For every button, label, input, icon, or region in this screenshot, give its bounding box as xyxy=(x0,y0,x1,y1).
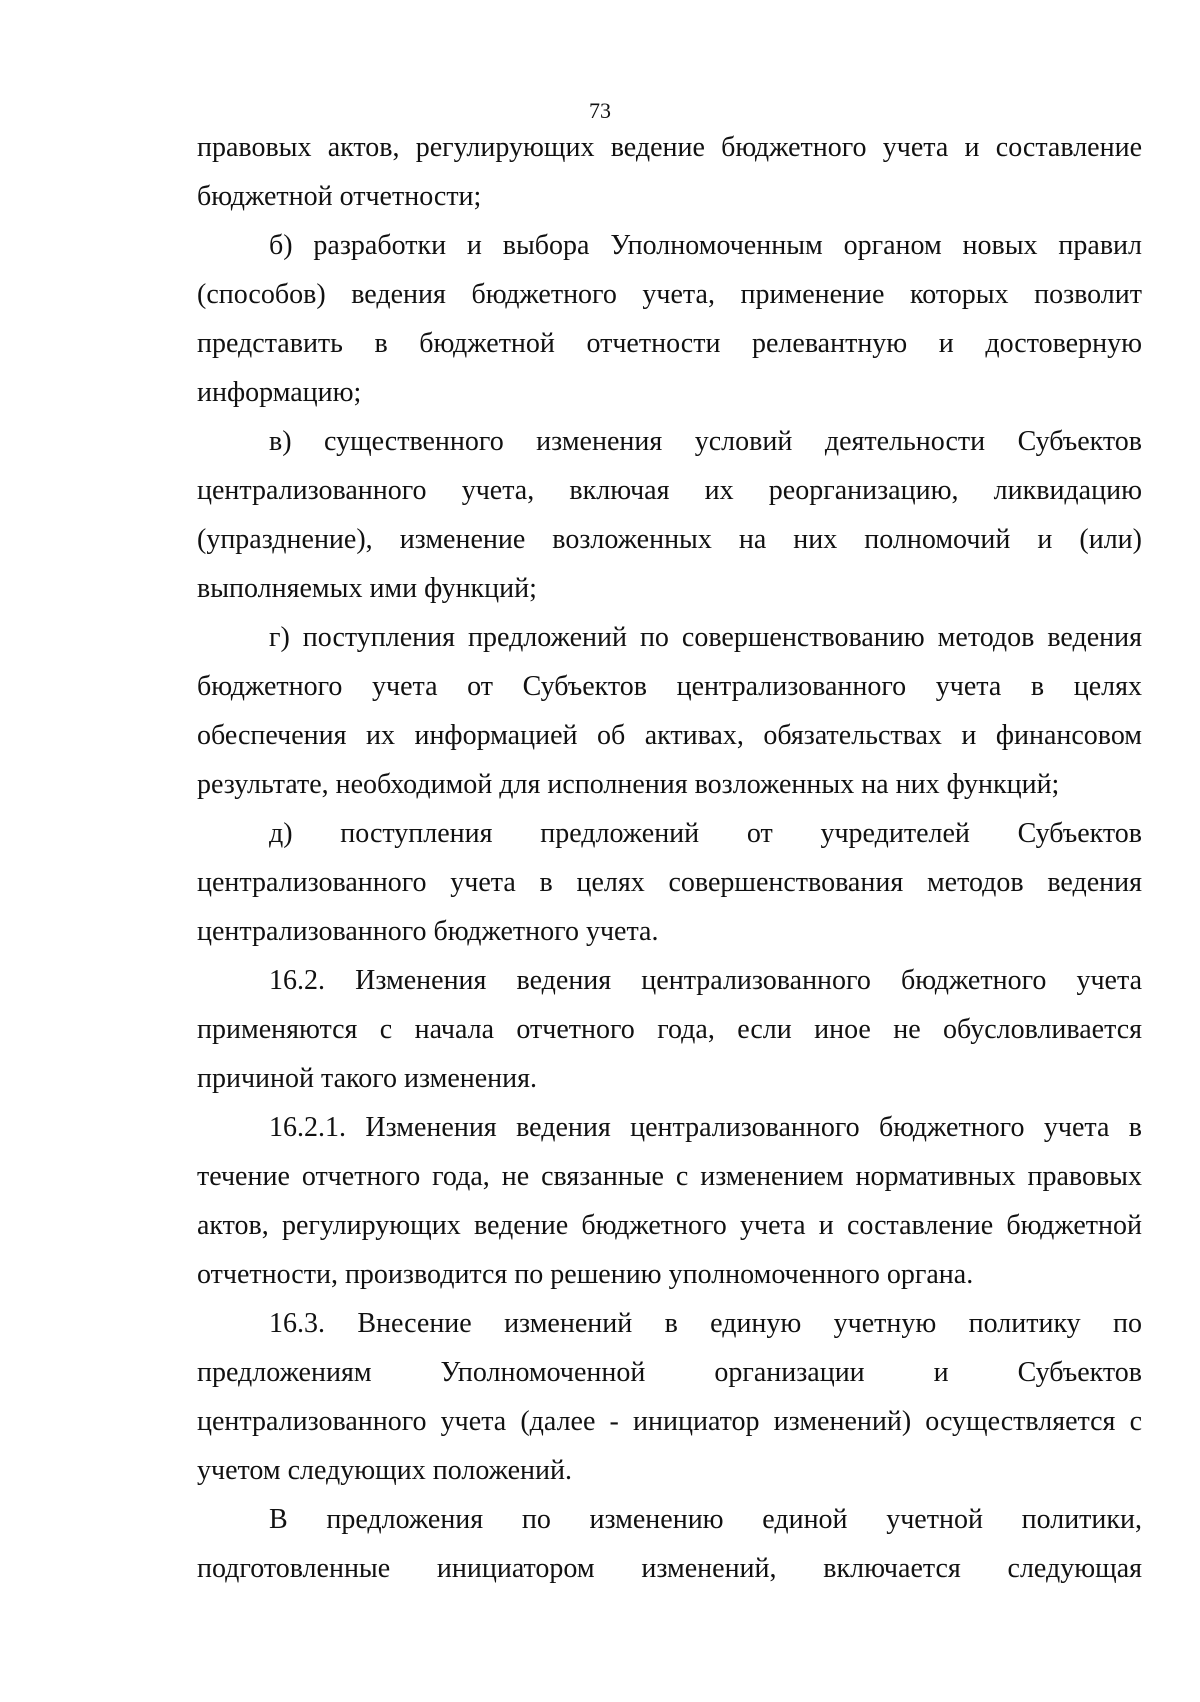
text-line: применяются с начала отчетного года, если иное не обусловливается xyxy=(197,1014,1142,1045)
paragraph-p-d xyxy=(197,809,1142,956)
paragraph-p0 xyxy=(197,123,1142,221)
text-line: бюджетной отчетности; xyxy=(197,181,482,212)
text-line: предложениям Уполномоченной организации и Субъектов xyxy=(197,1357,1142,1388)
text-line: д) поступления предложений от учредителей Субъектов xyxy=(269,818,1142,849)
text-line: (способов) ведения бюджетного учета, применение которых позволит xyxy=(197,279,1142,310)
text-line: выполняемых ими функций; xyxy=(197,573,537,604)
text-line: 16.2.1. Изменения ведения централизованного бюджетного учета в xyxy=(269,1112,1142,1143)
text-line: учетом следующих положений. xyxy=(197,1455,572,1486)
text-line: правовых актов, регулирующих ведение бюджетного учета и составление xyxy=(197,132,1142,163)
text-line: централизованного учета (далее - инициатор изменений) осуществляется с xyxy=(197,1406,1142,1437)
text-line: информацию; xyxy=(197,377,362,408)
text-line: г) поступления предложений по совершенствованию методов ведения xyxy=(269,622,1142,653)
page-number: 73 xyxy=(589,98,611,123)
text-line: б) разработки и выбора Уполномоченным органом новых правил xyxy=(269,230,1142,261)
text-line: причиной такого изменения. xyxy=(197,1063,538,1094)
text-line: представить в бюджетной отчетности релевантную и достоверную xyxy=(197,328,1142,359)
paragraph-p-16-2 xyxy=(197,956,1142,1103)
text-line: 16.3. Внесение изменений в единую учетную политику по xyxy=(269,1308,1142,1339)
paragraph-p-v-predl xyxy=(197,1495,1142,1593)
text-line: в) существенного изменения условий деятельности Субъектов xyxy=(269,426,1142,457)
text-line: результате, необходимой для исполнения возложенных на них функций; xyxy=(197,769,1060,800)
paragraph-p-g xyxy=(197,613,1142,809)
text-line: централизованного бюджетного учета. xyxy=(197,916,659,947)
text-line: 16.2. Изменения ведения централизованного бюджетного учета xyxy=(269,965,1142,996)
paragraph-p-16-3 xyxy=(197,1299,1142,1495)
text-line: централизованного учета в целях совершенствования методов ведения xyxy=(197,867,1142,898)
text-line: бюджетного учета от Субъектов централизованного учета в целях xyxy=(197,671,1142,702)
text-line: актов, регулирующих ведение бюджетного учета и составление бюджетной xyxy=(197,1210,1142,1241)
paragraph-p-b xyxy=(197,221,1142,417)
text-line: В предложения по изменению единой учетной политики, xyxy=(269,1504,1142,1535)
text-line: централизованного учета, включая их реорганизацию, ликвидацию xyxy=(197,475,1142,506)
paragraph-p-16-2-1 xyxy=(197,1103,1142,1299)
text-line: отчетности, производится по решению уполномоченного органа. xyxy=(197,1259,974,1290)
text-line: подготовленные инициатором изменений, включается следующая xyxy=(197,1553,1142,1584)
paragraph-p-v xyxy=(197,417,1142,613)
document-body xyxy=(197,123,1142,1593)
text-line: (упразднение), изменение возложенных на них полномочий и (или) xyxy=(197,524,1142,555)
text-line: течение отчетного года, не связанные с изменением нормативных правовых xyxy=(197,1161,1142,1192)
text-line: обеспечения их информацией об активах, обязательствах и финансовом xyxy=(197,720,1142,751)
